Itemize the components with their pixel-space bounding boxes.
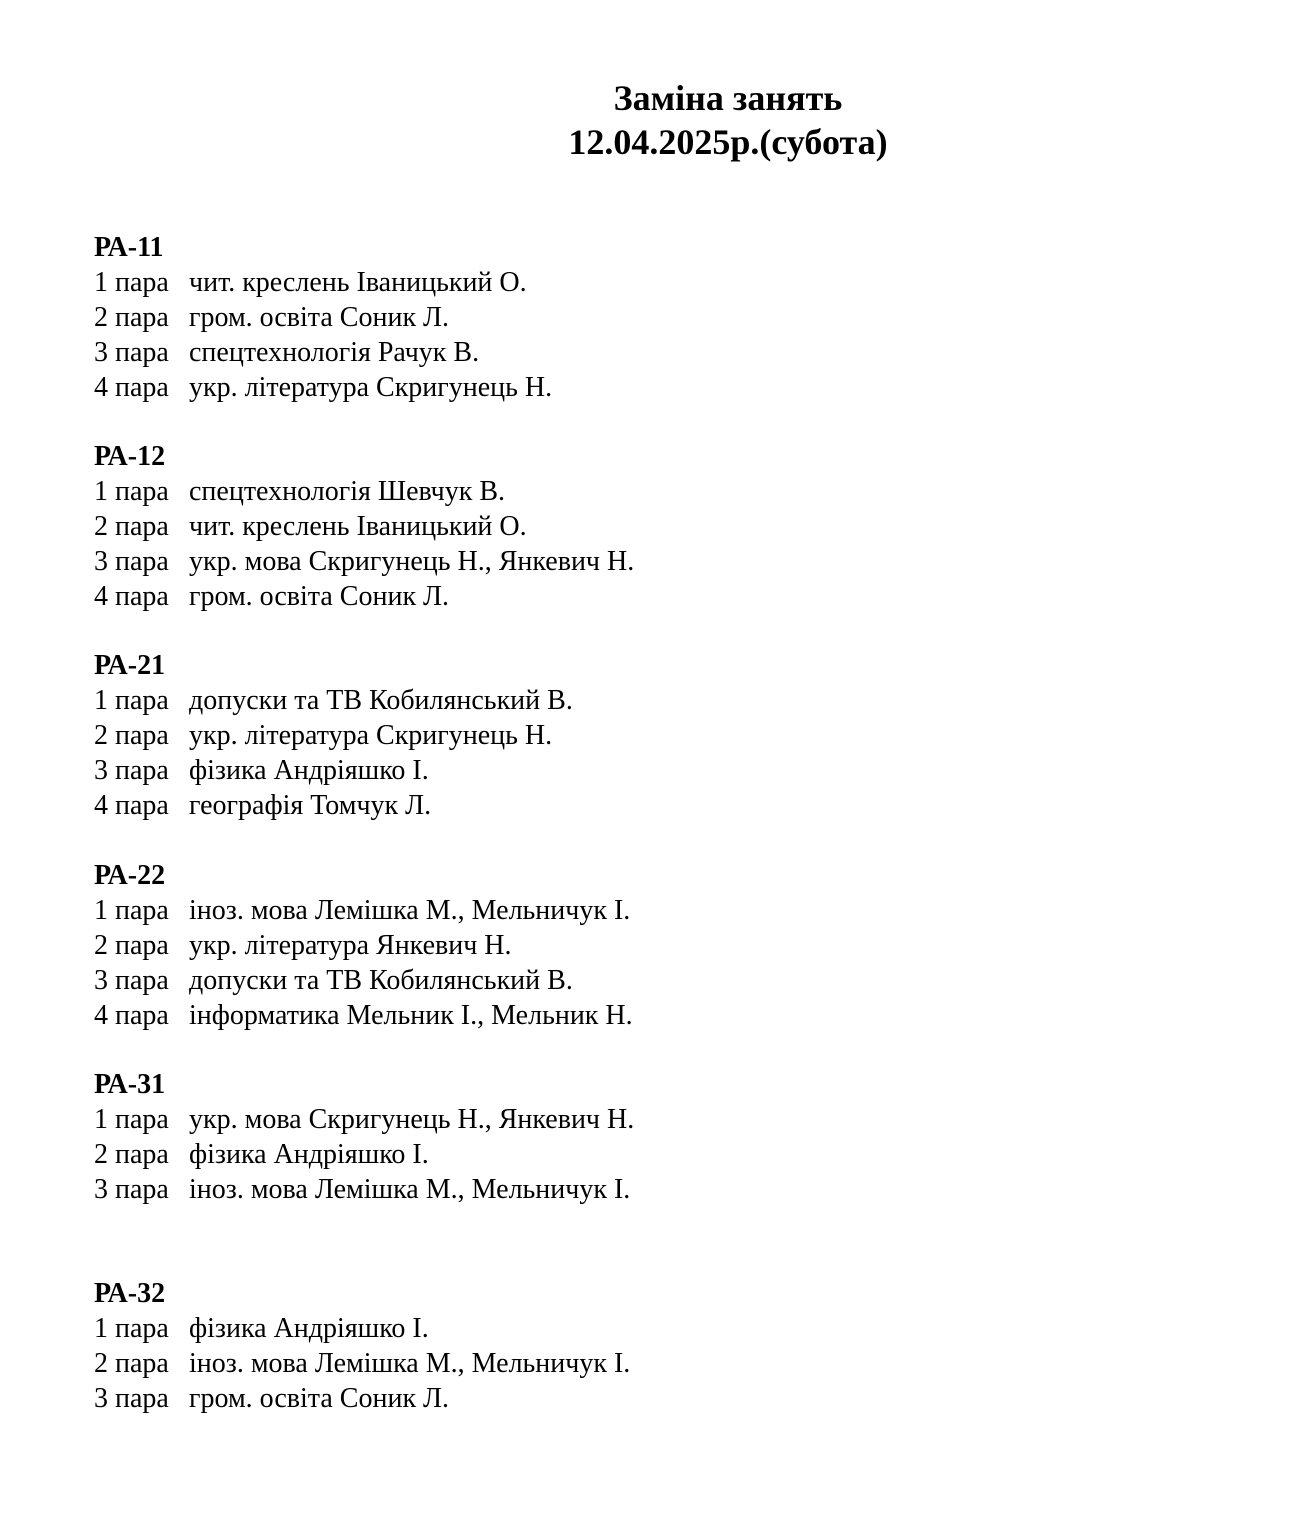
group-name: РА-11 (94, 232, 164, 263)
lesson-number: 2 пара (94, 302, 169, 333)
lesson-text: фізика Андріяшко І. (189, 1139, 429, 1170)
lesson-number: 1 пара (94, 267, 169, 298)
lesson-row (94, 1381, 1194, 1416)
lesson-text: спецтехнологія Рачук В. (189, 337, 480, 368)
group-name: РА-32 (94, 1278, 166, 1309)
lesson-row (94, 474, 1194, 509)
lesson-text: іноз. мова Лемішка М., Мельничук І. (189, 895, 631, 926)
lesson-text: чит. креслень Іваницький О. (189, 511, 527, 542)
lesson-text: допуски та ТВ Кобилянський В. (189, 965, 573, 996)
lesson-row (94, 509, 1194, 544)
lesson-row (94, 579, 1194, 614)
lesson-text: інформатика Мельник І., Мельник Н. (189, 1000, 633, 1031)
lesson-number: 1 пара (94, 895, 169, 926)
lesson-row (94, 683, 1194, 718)
lesson-text: укр. література Скригунець Н. (189, 720, 553, 751)
lesson-text: іноз. мова Лемішка М., Мельничук І. (189, 1174, 631, 1205)
lesson-text: географія Томчук Л. (189, 790, 432, 821)
lesson-row (94, 335, 1194, 370)
lesson-number: 4 пара (94, 790, 169, 821)
lesson-number: 1 пара (94, 1313, 169, 1344)
lesson-row (94, 718, 1194, 753)
lesson-number: 2 пара (94, 1348, 169, 1379)
lesson-text: фізика Андріяшко І. (189, 755, 429, 786)
lesson-text: спецтехнологія Шевчук В. (189, 476, 506, 507)
lesson-number: 3 пара (94, 965, 169, 996)
group-ra-31 (94, 1068, 1194, 1207)
group-ra-22 (94, 859, 1194, 1033)
lesson-row (94, 998, 1194, 1033)
lesson-number: 1 пара (94, 476, 169, 507)
lesson-number: 4 пара (94, 1000, 169, 1031)
group-name: РА-22 (94, 860, 166, 891)
lesson-row (94, 544, 1194, 579)
lesson-text: гром. освіта Соник Л. (189, 302, 450, 333)
lesson-row (94, 1311, 1194, 1346)
lesson-number: 3 пара (94, 546, 169, 577)
title-line-1: Заміна занять (613, 78, 843, 118)
lesson-row (94, 963, 1194, 998)
lesson-row (94, 788, 1194, 823)
lesson-number: 1 пара (94, 685, 169, 716)
lesson-row (94, 1137, 1194, 1172)
group-ra-32 (94, 1277, 1194, 1416)
lesson-number: 1 пара (94, 1104, 169, 1135)
group-name: РА-31 (94, 1069, 166, 1100)
lesson-text: укр. література Скригунець Н. (189, 372, 553, 403)
lesson-row (94, 753, 1194, 788)
lesson-row (94, 265, 1194, 300)
lesson-row (94, 1172, 1194, 1207)
lesson-text: допуски та ТВ Кобилянський В. (189, 685, 573, 716)
lesson-text: укр. мова Скригунець Н., Янкевич Н. (189, 546, 635, 577)
lesson-number: 2 пара (94, 720, 169, 751)
lesson-text: гром. освіта Соник Л. (189, 581, 450, 612)
group-name: РА-21 (94, 650, 166, 681)
lesson-number: 3 пара (94, 1174, 169, 1205)
group-ra-21 (94, 649, 1194, 823)
lesson-number: 3 пара (94, 755, 169, 786)
lesson-number: 2 пара (94, 1139, 169, 1170)
lesson-text: чит. креслень Іваницький О. (189, 267, 527, 298)
group-ra-11 (94, 231, 1194, 405)
lesson-number: 3 пара (94, 337, 169, 368)
lesson-row (94, 370, 1194, 405)
lesson-number: 3 пара (94, 1383, 169, 1414)
lesson-number: 2 пара (94, 511, 169, 542)
lesson-text: укр. література Янкевич Н. (189, 930, 512, 961)
lesson-row (94, 1346, 1194, 1381)
lesson-number: 4 пара (94, 372, 169, 403)
lesson-row (94, 1102, 1194, 1137)
lesson-text: укр. мова Скригунець Н., Янкевич Н. (189, 1104, 635, 1135)
page-title (0, 76, 1290, 164)
lesson-text: фізика Андріяшко І. (189, 1313, 429, 1344)
title-line-2: 12.04.2025р.(субота) (568, 122, 888, 162)
lesson-text: гром. освіта Соник Л. (189, 1383, 450, 1414)
lesson-row (94, 928, 1194, 963)
group-ra-12 (94, 440, 1194, 614)
group-name: РА-12 (94, 441, 166, 472)
lesson-row (94, 893, 1194, 928)
lesson-number: 4 пара (94, 581, 169, 612)
lesson-row (94, 300, 1194, 335)
lesson-number: 2 пара (94, 930, 169, 961)
lesson-text: іноз. мова Лемішка М., Мельничук І. (189, 1348, 631, 1379)
